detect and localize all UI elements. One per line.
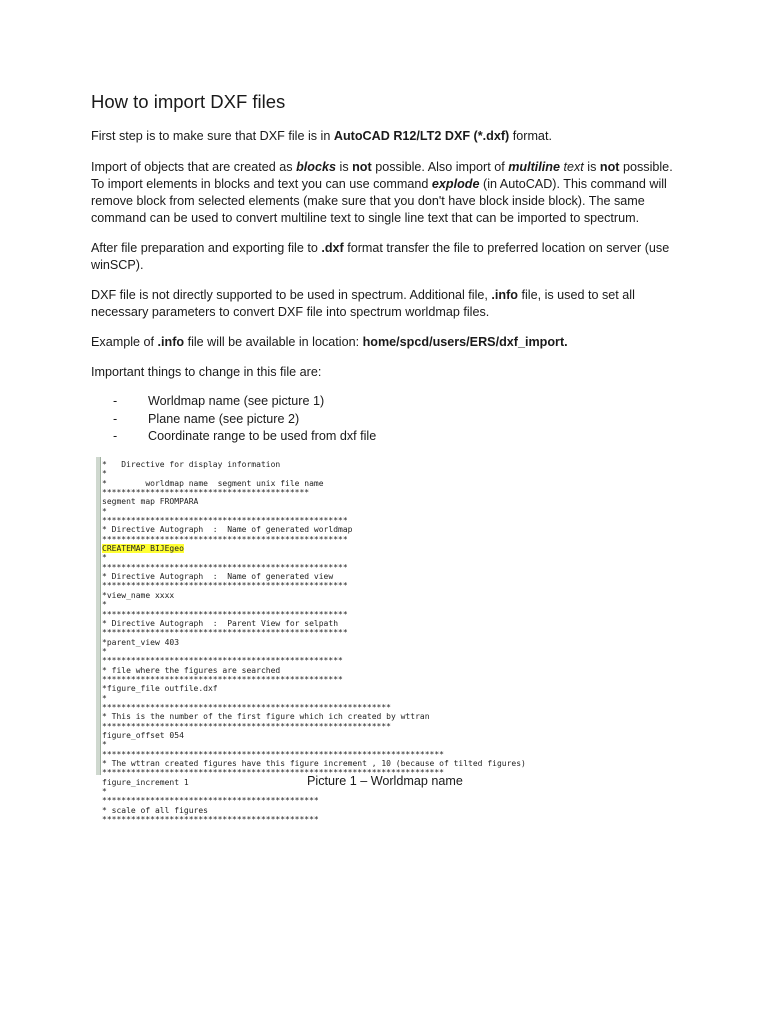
code-line-text: *************************************************** [102,581,348,591]
text-run: is [583,160,600,174]
code-line [102,638,526,647]
term-blocks: blocks [296,160,337,174]
code-line-text: * This is the number of the first figure which ich created by wttran [102,712,430,722]
code-line [102,535,526,544]
code-line [102,460,526,469]
code-line [102,479,526,488]
text-run: is [336,160,353,174]
code-line [102,694,526,703]
code-line [102,469,526,478]
code-line [102,488,526,497]
extension-info: .info [157,335,185,349]
code-line-text: *************************************************** [102,562,348,572]
editor-gutter [96,457,101,775]
code-line [102,628,526,637]
file-path: home/spcd/users/ERS/dxf_import. [362,335,568,349]
code-line-text: *********************************************************************** [102,749,444,759]
code-line [102,712,526,721]
code-line-text: ******************************************* [102,488,310,498]
code-line [102,722,526,731]
figure-caption: Picture 1 – Worldmap name [307,774,463,788]
code-line-text: *********************************************************************** [102,768,444,778]
paragraph-example-location [91,334,676,351]
text-run: Example of [91,335,158,349]
code-line [102,675,526,684]
term-explode: explode [431,177,480,191]
text-run: format. [509,129,552,143]
code-line [102,563,526,572]
code-line-text: * [102,646,107,656]
paragraph-format [91,128,676,145]
text-run: file will be available in location: [184,335,363,349]
list-item-label: Plane name (see picture 2) [148,411,300,426]
code-line-text: CREATEMAP BIJEgeo [102,544,184,554]
paragraph-info-file [91,287,676,321]
emphasis-not: not [352,160,372,174]
code-line [102,525,526,534]
important-things-list [91,393,376,446]
code-line-text: * Directive Autograph : Name of generated view [102,572,334,582]
code-line [102,507,526,516]
code-line [102,787,526,796]
code-line [102,731,526,740]
extension-info: .info [491,288,518,302]
code-line-text: * The wttran created figures have this figure increment , 10 (because of tilted figures) [102,759,526,768]
text-run: After file preparation and exporting file to [91,241,322,255]
code-line-text: * scale of all figures [102,805,208,815]
code-line-text: * [102,506,107,516]
list-item [91,411,376,429]
paragraph-blocks [91,159,676,227]
code-line [102,516,526,525]
code-line-text: * [102,469,107,479]
list-marker: - [113,411,118,426]
code-line-text: ************************************************** [102,656,343,666]
code-line-text: *figure_file outfile.dxf [102,684,218,694]
document-title: How to import DXF files [91,91,286,112]
emphasis-not: not [599,160,620,174]
code-line-text: * Directive Autograph : Name of generated worldmap [102,525,353,535]
code-line [102,759,526,768]
list-item [91,393,376,411]
code-line-text: *************************************************** [102,609,348,619]
code-line-text: * Directive Autograph : Parent View for selpath [102,618,339,628]
code-line [102,666,526,675]
code-listing [102,460,526,824]
format-name: AutoCAD R12/LT2 DXF (*.dxf) [333,129,510,143]
code-line-text: *************************************************** [102,516,348,526]
code-line [102,497,526,506]
term-text: text [563,160,584,174]
code-line-text: * Directive for display information [102,460,281,469]
extension-dxf: .dxf [321,241,344,255]
text-run: file, is used to set all necessary parameters to convert DXF file into spectrum worldmap files. [91,288,635,319]
code-line-text: figure_offset 054 [102,730,184,740]
list-marker: - [113,429,118,443]
code-line-text: *parent_view 403 [102,637,180,647]
code-line [102,553,526,562]
code-line [102,703,526,712]
code-line [102,796,526,805]
list-marker: - [113,394,118,408]
paragraph-important: Important things to change in this file are: [91,365,322,379]
code-line-text: * [102,600,107,610]
code-line [102,591,526,600]
term-multiline: multiline [508,160,560,174]
code-line [102,610,526,619]
code-line-text: * [102,787,107,797]
text-run: format transfer the file to preferred location on server (use winSCP). [91,241,670,272]
code-line-text: * [102,553,107,563]
code-line-text: ************************************************************ [102,721,391,731]
code-line-text: * worldmap name segment unix file name [102,478,324,488]
code-line-text: * file where the figures are searched [102,665,281,675]
code-line [102,740,526,749]
code-line [102,815,526,824]
text-run: First step is to make sure that DXF file is in [91,129,334,143]
code-line [102,750,526,759]
code-line [102,656,526,665]
code-line-text: ************************************************** [102,674,343,684]
text-run: possible. Also import of [371,160,509,174]
code-line-text: ************************************************************ [102,702,391,712]
code-line-text: * [102,693,107,703]
code-line-text: * [102,740,107,750]
code-line [102,647,526,656]
list-item-label: Coordinate range to be used from dxf file [148,429,377,443]
code-line [102,684,526,693]
text-run: possible. To import elements in blocks and text you can use command [91,160,673,191]
text-run: (in AutoCAD). This command will remove block from selected elements (make sure that you don't have block inside block). The same command can be used to convert multiline text to single line text that can be imported to spectrum. [91,177,667,225]
paragraph-export [91,240,676,274]
code-line-text: *view_name xxxx [102,590,175,600]
code-line [102,619,526,628]
text-run: Import of objects that are created as [91,160,297,174]
code-line [102,544,526,553]
code-line-text: *************************************************** [102,534,348,544]
code-line-text: figure_increment 1 [102,777,189,787]
code-line-text: segment map FROMPARA [102,497,199,507]
list-item-label: Worldmap name (see picture 1) [148,394,325,408]
code-line [102,600,526,609]
code-line-text: ********************************************* [102,796,319,806]
code-line [102,581,526,590]
code-line-text: *************************************************** [102,628,348,638]
list-item [91,428,376,446]
code-line [102,806,526,815]
code-line-text: ********************************************* [102,815,319,825]
text-run: DXF file is not directly supported to be used in spectrum. Additional file, [91,288,492,302]
code-line [102,572,526,581]
